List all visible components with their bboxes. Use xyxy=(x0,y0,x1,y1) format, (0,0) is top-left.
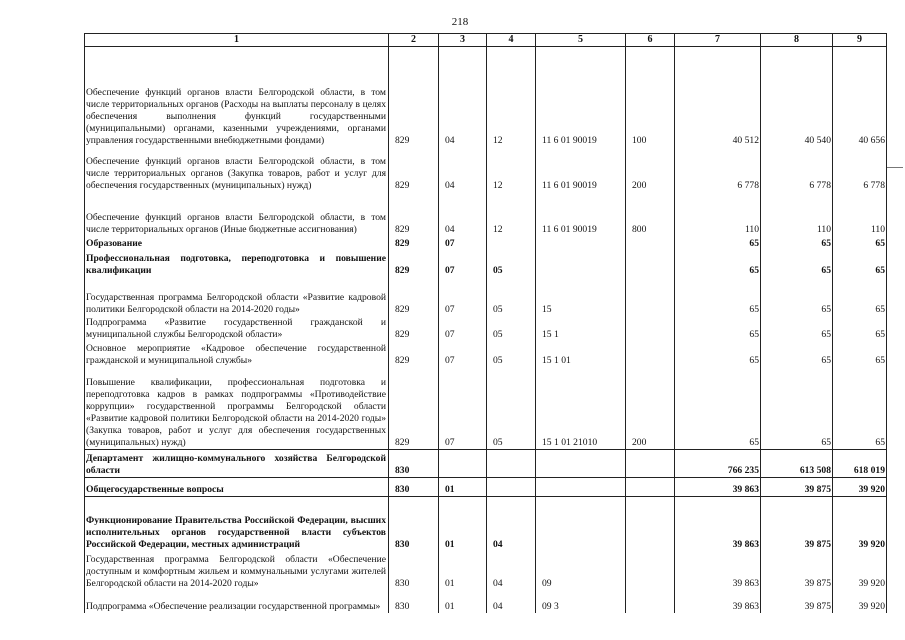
target-article-code xyxy=(536,497,626,551)
section-code: 04 xyxy=(439,192,487,236)
subsection-code: 12 xyxy=(487,192,536,236)
table-row xyxy=(85,236,887,250)
section-code: 04 xyxy=(439,147,487,192)
chapter-code: 829 xyxy=(389,316,439,341)
table-row xyxy=(85,192,887,236)
amount-col-7: 40 512 xyxy=(675,47,761,147)
table-row xyxy=(85,250,887,277)
target-article-code xyxy=(536,236,626,250)
header-cell: 6 xyxy=(626,34,675,47)
target-article-code: 15 xyxy=(536,277,626,316)
target-article-code: 09 3 xyxy=(536,590,626,613)
table-row xyxy=(85,47,887,147)
amount-col-7: 65 xyxy=(675,236,761,250)
subsection-code: 12 xyxy=(487,147,536,192)
chapter-code: 829 xyxy=(389,47,439,147)
expense-type-code: 200 xyxy=(626,147,675,192)
subsection-code: 05 xyxy=(487,250,536,277)
header-cell: 5 xyxy=(536,34,626,47)
header-cell: 4 xyxy=(487,34,536,47)
table-row xyxy=(85,590,887,613)
table-row xyxy=(85,450,887,478)
row-description: Обеспечение функций органов власти Белгородской области, в том числе территориальных органов (Закупка товаров, работ и услуг для обеспечения государственных (муниципальных) нужд) xyxy=(85,147,389,192)
section-code: 07 xyxy=(439,341,487,367)
amount-col-9: 110 xyxy=(833,192,887,236)
header-row xyxy=(85,34,887,47)
amount-col-9: 65 xyxy=(833,250,887,277)
target-article-code: 11 6 01 90019 xyxy=(536,192,626,236)
amount-col-8: 40 540 xyxy=(761,47,833,147)
expense-type-code: 100 xyxy=(626,47,675,147)
table-row xyxy=(85,367,887,450)
amount-col-8: 6 778 xyxy=(761,147,833,192)
subsection-code: 04 xyxy=(487,590,536,613)
target-article-code: 09 xyxy=(536,551,626,590)
expense-type-code: 200 xyxy=(626,367,675,450)
amount-col-9: 39 920 xyxy=(833,551,887,590)
budget-table xyxy=(84,33,887,613)
row-description: Департамент жилищно-коммунального хозяйства Белгородской области xyxy=(85,450,389,478)
amount-col-8: 65 xyxy=(761,316,833,341)
row-description: Подпрограмма «Развитие государственной гражданской и муниципальной службы Белгородской области» xyxy=(85,316,389,341)
amount-col-8: 39 875 xyxy=(761,590,833,613)
amount-col-8: 39 875 xyxy=(761,497,833,551)
chapter-code: 830 xyxy=(389,590,439,613)
table-row xyxy=(85,277,887,316)
chapter-code: 829 xyxy=(389,367,439,450)
amount-col-9: 65 xyxy=(833,236,887,250)
expense-type-code xyxy=(626,250,675,277)
section-code: 07 xyxy=(439,236,487,250)
section-code: 07 xyxy=(439,277,487,316)
amount-col-8: 65 xyxy=(761,250,833,277)
amount-col-7: 39 863 xyxy=(675,590,761,613)
row-description: Обеспечение функций органов власти Белгородской области, в том числе территориальных органов (Иные бюджетные ассигнования) xyxy=(85,192,389,236)
expense-type-code xyxy=(626,450,675,478)
section-code: 01 xyxy=(439,590,487,613)
amount-col-8: 65 xyxy=(761,367,833,450)
table-row xyxy=(85,316,887,341)
chapter-code: 830 xyxy=(389,551,439,590)
table-row xyxy=(85,341,887,367)
expense-type-code xyxy=(626,316,675,341)
amount-col-9: 40 656 xyxy=(833,47,887,147)
target-article-code: 15 1 01 xyxy=(536,341,626,367)
amount-col-9: 65 xyxy=(833,316,887,341)
table-row xyxy=(85,478,887,497)
section-code: 01 xyxy=(439,497,487,551)
amount-col-7: 65 xyxy=(675,316,761,341)
section-code xyxy=(439,450,487,478)
row-description: Основное мероприятие «Кадровое обеспечение государственной гражданской и муниципальной службы» xyxy=(85,341,389,367)
subsection-code: 12 xyxy=(487,47,536,147)
target-article-code: 11 6 01 90019 xyxy=(536,147,626,192)
amount-col-7: 6 778 xyxy=(675,147,761,192)
expense-type-code: 800 xyxy=(626,192,675,236)
expense-type-code xyxy=(626,478,675,497)
section-code: 07 xyxy=(439,367,487,450)
header-cell: 7 xyxy=(675,34,761,47)
expense-type-code xyxy=(626,551,675,590)
target-article-code xyxy=(536,250,626,277)
amount-col-8: 110 xyxy=(761,192,833,236)
subsection-code xyxy=(487,450,536,478)
target-article-code: 11 6 01 90019 xyxy=(536,47,626,147)
amount-col-9: 65 xyxy=(833,341,887,367)
row-description: Профессиональная подготовка, переподготовка и повышение квалификации xyxy=(85,250,389,277)
target-article-code xyxy=(536,450,626,478)
chapter-code: 830 xyxy=(389,450,439,478)
row-description: Повышение квалификации, профессиональная подготовка и переподготовка кадров в рамках подпрограммы «Противодействие коррупции» государственной программы Белгородской области «Развитие кадровой политики Белгородской области на 2014-2020 годы» (Закупка товаров, работ и услуг для обеспечения государственных (муниципальных) нужд) xyxy=(85,367,389,450)
section-code: 01 xyxy=(439,478,487,497)
row-description: Общегосударственные вопросы xyxy=(85,478,389,497)
header-cell: 1 xyxy=(85,34,389,47)
amount-col-7: 65 xyxy=(675,250,761,277)
amount-col-9: 65 xyxy=(833,277,887,316)
chapter-code: 829 xyxy=(389,277,439,316)
section-code: 01 xyxy=(439,551,487,590)
amount-col-9: 6 778 xyxy=(833,147,887,192)
expense-type-code xyxy=(626,497,675,551)
subsection-code xyxy=(487,478,536,497)
header-cell: 9 xyxy=(833,34,887,47)
chapter-code: 829 xyxy=(389,236,439,250)
amount-col-7: 39 863 xyxy=(675,478,761,497)
amount-col-8: 65 xyxy=(761,277,833,316)
subsection-code: 05 xyxy=(487,316,536,341)
amount-col-9: 618 019 xyxy=(833,450,887,478)
header-cell: 3 xyxy=(439,34,487,47)
amount-col-8: 39 875 xyxy=(761,551,833,590)
amount-col-8: 65 xyxy=(761,341,833,367)
target-article-code: 15 1 xyxy=(536,316,626,341)
row-description: Государственная программа Белгородской области «Развитие кадровой политики Белгородской области на 2014-2020 годы» xyxy=(85,277,389,316)
chapter-code: 830 xyxy=(389,497,439,551)
header-cell: 2 xyxy=(389,34,439,47)
chapter-code: 830 xyxy=(389,478,439,497)
amount-col-7: 39 863 xyxy=(675,497,761,551)
subsection-code: 05 xyxy=(487,277,536,316)
page-number: 218 xyxy=(451,16,469,28)
amount-col-8: 39 875 xyxy=(761,478,833,497)
row-description: Образование xyxy=(85,236,389,250)
amount-col-7: 39 863 xyxy=(675,551,761,590)
expense-type-code xyxy=(626,277,675,316)
section-code: 07 xyxy=(439,316,487,341)
chapter-code: 829 xyxy=(389,147,439,192)
table-row xyxy=(85,147,887,192)
amount-col-8: 65 xyxy=(761,236,833,250)
amount-col-8: 613 508 xyxy=(761,450,833,478)
amount-col-7: 65 xyxy=(675,277,761,316)
target-article-code xyxy=(536,478,626,497)
row-description: Функционирование Правительства Российской Федерации, высших исполнительных органов государственной власти субъектов Российской Федерации, местных администраций xyxy=(85,497,389,551)
subsection-code: 04 xyxy=(487,551,536,590)
amount-col-7: 110 xyxy=(675,192,761,236)
subsection-code xyxy=(487,236,536,250)
amount-col-7: 766 235 xyxy=(675,450,761,478)
amount-col-9: 39 920 xyxy=(833,590,887,613)
target-article-code: 15 1 01 21010 xyxy=(536,367,626,450)
scan-mark xyxy=(887,167,903,168)
table-row xyxy=(85,551,887,590)
chapter-code: 829 xyxy=(389,192,439,236)
amount-col-7: 65 xyxy=(675,367,761,450)
header-cell: 8 xyxy=(761,34,833,47)
amount-col-9: 65 xyxy=(833,367,887,450)
row-description: Государственная программа Белгородской области «Обеспечение доступным и комфортным жильем и коммунальными услугами жителей Белгородской области на 2014-2020 годы» xyxy=(85,551,389,590)
row-description: Подпрограмма «Обеспечение реализации государственной программы» xyxy=(85,590,389,613)
amount-col-7: 65 xyxy=(675,341,761,367)
row-description: Обеспечение функций органов власти Белгородской области, в том числе территориальных органов (Расходы на выплаты персоналу в целях обеспечения выполнения функций государственными (муниципальными) органами, казенными учреждениями, органами управления государственными внебюджетными фондами) xyxy=(85,47,389,147)
amount-col-9: 39 920 xyxy=(833,497,887,551)
expense-type-code xyxy=(626,590,675,613)
expense-type-code xyxy=(626,236,675,250)
expense-type-code xyxy=(626,341,675,367)
table-row xyxy=(85,497,887,551)
chapter-code: 829 xyxy=(389,250,439,277)
subsection-code: 05 xyxy=(487,341,536,367)
chapter-code: 829 xyxy=(389,341,439,367)
amount-col-9: 39 920 xyxy=(833,478,887,497)
subsection-code: 04 xyxy=(487,497,536,551)
subsection-code: 05 xyxy=(487,367,536,450)
section-code: 07 xyxy=(439,250,487,277)
section-code: 04 xyxy=(439,47,487,147)
